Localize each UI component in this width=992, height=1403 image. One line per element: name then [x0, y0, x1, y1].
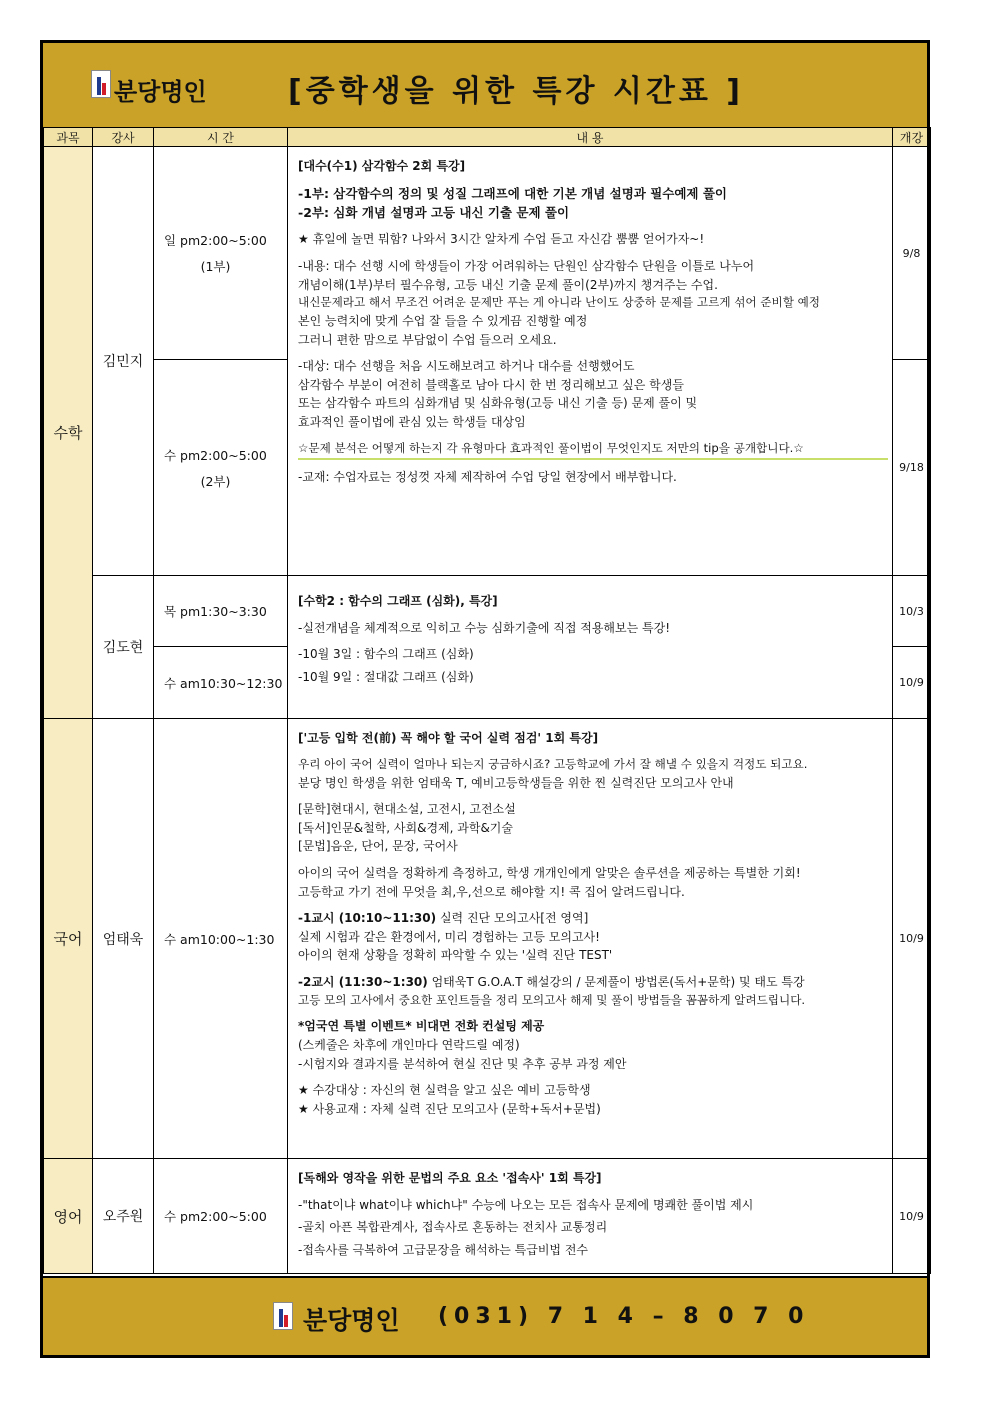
content-line: 실제 시험과 같은 환경에서, 미리 경험하는 고등 모의고사! [298, 929, 600, 944]
content-line: 우리 아이 국어 실력이 얼마나 되는지 궁금하시죠? 고등학교에 가서 잘 해낼 수 있을지 걱정도 되고요. [298, 756, 808, 771]
date-kim-dohyun-2: 10/9 [893, 647, 931, 719]
content-line: 효과적인 풀이법에 관심 있는 학생들 대상임 [298, 415, 526, 430]
content-line: 아이의 국어 실력을 정확하게 측정하고, 학생 개개인에게 알맞은 솔루션을 제공하는 특별한 기회! [298, 865, 801, 880]
period-1-desc: 실력 진단 모의고사[전 영역] [436, 911, 589, 926]
header-brand: 분당명인 [114, 78, 207, 106]
content-line: 고등학교 가기 전에 무엇을 최,우,선으로 해야할 지! 콕 집어 알려드립니다. [298, 884, 685, 899]
content-line: 아이의 현재 상황을 정확히 파악할 수 있는 '실력 진단 TEST' [298, 948, 613, 963]
teacher-kim-minji: 김민지 [93, 147, 154, 576]
time-kim-minji-2: 수 pm2:00~5:00 [164, 447, 267, 463]
content-line: -"that이냐 what이냐 which냐" 수능에 나오는 모든 접속사 문제에 명쾌한 풀이법 제시 [298, 1197, 754, 1212]
content-line: [독서]인문&철학, 사회&경제, 과학&기술 [298, 820, 513, 835]
subject-math: 수학 [44, 147, 93, 719]
period-2-desc: 엄태욱T G.O.A.T 해설강의 / 문제풀이 방법론(독서+문학) 및 태도 특강 [427, 974, 805, 989]
teacher-kim-dohyun: 김도현 [93, 576, 154, 719]
content-line: -2부: 심화 개념 설명과 고등 내신 기출 문제 풀이 [298, 204, 570, 220]
date-kim-dohyun-1: 10/3 [893, 576, 931, 647]
col-subject-header: 과목 [44, 128, 93, 147]
content-line: *엄국연 특별 이벤트* 비대면 전화 컨설팅 제공 [298, 1019, 545, 1034]
teacher-eom-taewook: 엄태욱 [93, 719, 154, 1159]
content-line: 또는 삼각함수 파트의 심화개념 및 심화유형(고등 내신 기출 등) 문제 풀이 및 [298, 396, 698, 411]
date-kim-minji-1: 9/8 [893, 147, 931, 360]
period-2-label: -2교시 (11:30~1:30) [298, 974, 428, 989]
content-line-highlight: ☆문제 분석은 어떻게 하는지 각 유형마다 효과적인 풀이법이 무엇인지도 저만의 tip을 공개합니다.☆ [298, 440, 888, 460]
time-kim-dohyun-2: 수 am10:30~12:30 [154, 647, 288, 719]
content-line: 내신문제라고 해서 무조건 어려운 문제만 푸는 게 아니라 난이도 상중하 문제를 고르게 섞어 준비할 예정 [298, 295, 820, 310]
footer-phone: (031) 7 1 4 – 8 0 7 0 [438, 1304, 810, 1329]
content-line: -실전개념을 체계적으로 익히고 수능 심화기출에 직접 적용해보는 특강! [298, 620, 671, 635]
date-kim-minji-2: 9/18 [893, 360, 931, 576]
time-english: 수 pm2:00~5:00 [154, 1159, 288, 1274]
content-line: ['고등 입학 전(前) 꼭 해야 할 국어 실력 점검' 1회 특강] [298, 731, 599, 745]
content-line: 고등 모의 고사에서 중요한 포인트들을 정리 모의고사 해제 및 풀이 방법들을 꼼꼼하게 알려드립니다. [298, 992, 806, 1007]
content-line: 그러니 편한 맘으로 부담없이 수업 들으러 오세요. [298, 332, 557, 347]
part-kim-minji-2: (2부) [200, 473, 231, 489]
content-line: ★ 휴일에 놀면 뭐함? 나와서 3시간 알차게 수업 듣고 자신감 뿜뿜 얻어가자~! [298, 232, 705, 247]
date-english: 10/9 [893, 1159, 931, 1274]
col-teacher-header: 강사 [93, 128, 154, 147]
content-line: ★ 사용교재 : 자체 실력 진단 모의고사 (문학+독서+문법) [298, 1101, 601, 1116]
content-line: -내용: 대수 선행 시에 학생들이 가장 어려워하는 단원인 삼각함수 단원을 이틀로 나누어 [298, 258, 755, 273]
content-line: 분당 명인 학생을 위한 엄태욱 T, 예비고등학생들을 위한 찐 실력진단 모의고사 안내 [298, 775, 734, 790]
content-line: 삼각함수 부분이 여전히 블랙홀로 남아 다시 한 번 정리해보고 싶은 학생들 [298, 377, 684, 392]
page-title: [중학생을 위한 특강 시간표 ] [288, 74, 744, 109]
content-line: -접속사를 극복하여 고급문장을 해석하는 특급비법 전수 [298, 1242, 589, 1257]
col-content-header: 내 용 [288, 128, 893, 147]
subject-korean: 국어 [44, 719, 93, 1159]
time-kim-minji-1: 일 pm2:00~5:00 [164, 233, 267, 248]
time-korean: 수 am10:00~1:30 [154, 719, 288, 1159]
content-line: [수학2 : 함수의 그래프 (심화), 특강] [298, 594, 498, 608]
teacher-oh-juwon: 오주원 [93, 1159, 154, 1274]
content-line: -시험지와 결과지를 분석하여 현실 진단 및 추후 공부 과정 제안 [298, 1056, 627, 1071]
time-kim-dohyun-1: 목 pm1:30~3:30 [154, 576, 288, 647]
content-line: [대수(수1) 삼각함수 2회 특강] [298, 159, 466, 173]
content-line: (스케줄은 차후에 개인마다 연락드릴 예정) [298, 1038, 520, 1053]
content-line: -1부: 삼각함수의 정의 및 성질 그래프에 대한 기본 개념 설명과 필수예제 풀이 [298, 185, 728, 201]
content-line: [독해와 영작을 위한 문법의 주요 요소 '접속사' 1회 특강] [298, 1171, 602, 1185]
page-frame [40, 40, 930, 1358]
content-line: -10월 9일 : 절대값 그래프 (심화) [298, 669, 474, 684]
content-line: -대상: 대수 선행을 처음 시도해보려고 하거나 대수를 선행했어도 [298, 359, 635, 374]
content-line: -골치 아픈 복합관계사, 접속사로 혼동하는 전치사 교통정리 [298, 1220, 608, 1235]
content-line: [문학]현대시, 현대소설, 고전시, 고전소설 [298, 802, 516, 817]
content-line: 본인 능력치에 맞게 수업 잘 들을 수 있게끔 진행할 예정 [298, 314, 588, 329]
date-korean: 10/9 [893, 719, 931, 1159]
period-1-label: -1교시 (10:10~11:30) [298, 911, 437, 926]
content-line: -10월 3일 : 함수의 그래프 (심화) [298, 647, 474, 662]
part-kim-minji-1: (1부) [200, 259, 231, 274]
content-line: [문법]음운, 단어, 문장, 국어사 [298, 839, 458, 854]
content-line: ★ 수강대상 : 자신의 현 실력을 알고 싶은 예비 고등학생 [298, 1083, 591, 1098]
content-line: -교재: 수업자료는 정성껏 자체 제작하여 수업 당일 현장에서 배부합니다. [298, 469, 677, 484]
content-line: 개념이해(1부)부터 필수유형, 고등 내신 기출 문제 풀이(2부)까지 챙겨주는 수업. [298, 277, 718, 292]
subject-english: 영어 [44, 1159, 93, 1274]
col-time-header: 시 간 [154, 128, 288, 147]
footer-brand: 분당명인 [303, 1306, 400, 1335]
col-start-header: 개강 [893, 128, 931, 147]
